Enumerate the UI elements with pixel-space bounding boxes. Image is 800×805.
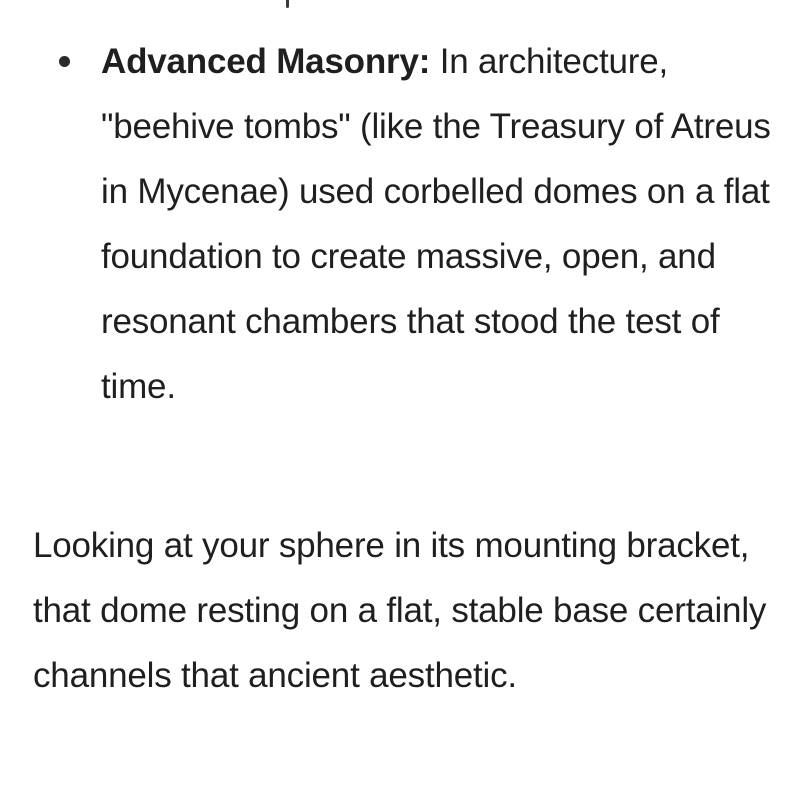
- list-item-text: In architecture, "beehive tombs" (like the Treasury of Atreus in Mycenae) used corbelled domes on a flat foundation to create massive, open, and resonant chambers that stood the test of time.: [101, 42, 771, 406]
- list-item: [0, 29, 800, 419]
- bullet-list: [0, 29, 800, 419]
- bullet-icon: [59, 56, 70, 67]
- list-item-title: Advanced Masonry:: [101, 42, 431, 81]
- body-paragraph: Looking at your sphere in its mounting bracket, that dome resting on a flat, stable base certainly channels that ancient aesthetic.: [33, 526, 767, 695]
- clipped-previous-text: [286, 0, 289, 8]
